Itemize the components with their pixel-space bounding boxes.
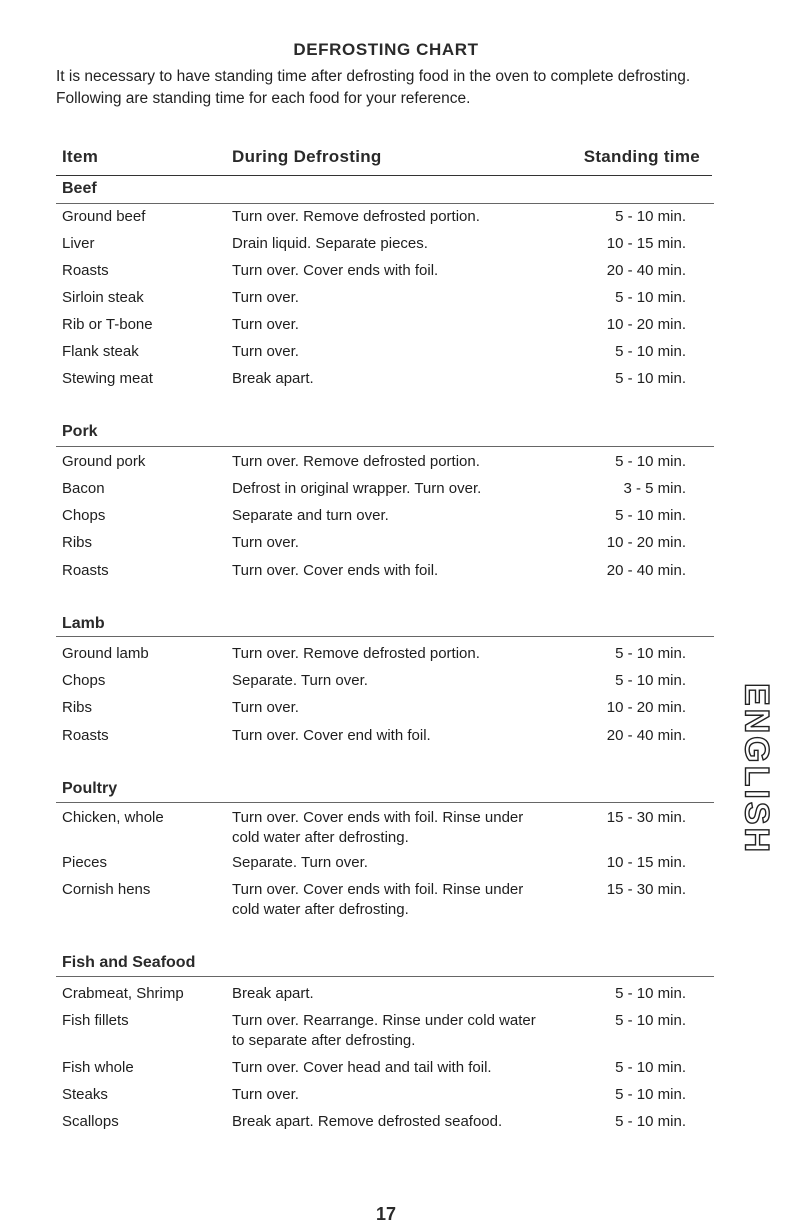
- table-cell-during: Turn over. Cover ends with foil.: [232, 562, 439, 579]
- section-rule: [56, 446, 714, 447]
- table-cell-item: Bacon: [62, 480, 105, 497]
- table-cell-item: Ground lamb: [62, 645, 149, 662]
- table-cell-item: Rib or T-bone: [62, 316, 153, 333]
- section-title: Pork: [62, 423, 98, 440]
- table-cell-during: Separate and turn over.: [232, 507, 389, 524]
- language-side-tab: [737, 676, 776, 862]
- column-header-item: Item: [62, 147, 99, 166]
- table-cell-during: Turn over.: [232, 316, 299, 333]
- table-cell-standing: 20 - 40 min.: [606, 262, 686, 279]
- table-cell-item: Pieces: [62, 854, 108, 871]
- table-cell-item: Liver: [62, 235, 95, 252]
- table-cell-item: Fish whole: [62, 1059, 134, 1076]
- column-header-during: During Defrosting: [232, 147, 382, 166]
- section-rule: [56, 203, 714, 204]
- side-tab-label: ENGLISH: [737, 682, 776, 856]
- table-cell-standing: 5 - 10 min.: [615, 985, 686, 1002]
- table-cell-standing: 10 - 15 min.: [606, 854, 686, 871]
- column-header-standing: Standing time: [583, 147, 700, 166]
- table-cell-standing: 5 - 10 min.: [615, 289, 686, 306]
- table-cell-standing: 10 - 20 min.: [606, 534, 686, 551]
- table-cell-item: Ground beef: [62, 208, 146, 225]
- table-cell-item: Cornish hens: [62, 881, 151, 898]
- section-title: Lamb: [62, 615, 105, 632]
- table-cell-standing: 5 - 10 min.: [615, 1086, 686, 1103]
- table-cell-during: Turn over.: [232, 289, 299, 306]
- table-cell-during: Turn over. Cover ends with foil. Rinse under cold water after defrosting.: [232, 809, 524, 846]
- table-cell-standing: 5 - 10 min.: [615, 1012, 686, 1029]
- table-cell-item: Flank steak: [62, 343, 139, 360]
- table-cell-during: Turn over. Cover ends with foil. Rinse under cold water after defrosting.: [232, 881, 524, 918]
- table-cell-standing: 5 - 10 min.: [615, 1113, 686, 1130]
- table-cell-standing: 5 - 10 min.: [615, 507, 686, 524]
- section-rule: [56, 976, 714, 977]
- table-cell-item: Fish fillets: [62, 1012, 129, 1029]
- table-cell-standing: 5 - 10 min.: [615, 672, 686, 689]
- table-cell-item: Ribs: [62, 534, 93, 551]
- table-cell-during: Separate. Turn over.: [232, 854, 368, 871]
- table-cell-item: Scallops: [62, 1113, 119, 1130]
- table-cell-standing: 5 - 10 min.: [615, 208, 686, 225]
- table-cell-item: Roasts: [62, 562, 109, 579]
- table-cell-during: Turn over. Remove defrosted portion.: [232, 645, 480, 662]
- table-cell-during: Turn over.: [232, 1086, 299, 1103]
- section-title: Fish and Seafood: [62, 954, 196, 971]
- table-cell-standing: 5 - 10 min.: [615, 453, 686, 470]
- section-rule: [56, 636, 714, 637]
- table-cell-standing: 5 - 10 min.: [615, 645, 686, 662]
- table-cell-during: Break apart. Remove defrosted seafood.: [232, 1113, 503, 1130]
- table-cell-standing: 10 - 20 min.: [606, 699, 686, 716]
- section-title: Beef: [62, 180, 97, 197]
- table-cell-during: Turn over. Cover head and tail with foil.: [232, 1059, 492, 1076]
- table-cell-standing: 10 - 20 min.: [606, 316, 686, 333]
- page-number: 17: [375, 1204, 397, 1224]
- table-cell-during: Turn over.: [232, 699, 299, 716]
- table-cell-during: Turn over. Remove defrosted portion.: [232, 208, 480, 225]
- table-cell-during: Turn over.: [232, 534, 299, 551]
- table-cell-during: Turn over. Cover ends with foil.: [232, 262, 439, 279]
- table-cell-during: Turn over.: [232, 343, 299, 360]
- table-cell-during: Turn over. Rearrange. Rinse under cold water to separate after defrosting.: [232, 1012, 536, 1049]
- table-cell-item: Chops: [62, 507, 106, 524]
- table-cell-standing: 20 - 40 min.: [606, 727, 686, 744]
- intro-paragraph: It is necessary to have standing time after defrosting food in the oven to complete defrosting. Following are standing time for each food for your reference.: [56, 68, 691, 107]
- page-title: DEFROSTING CHART: [293, 40, 479, 59]
- table-cell-item: Ribs: [62, 699, 93, 716]
- table-cell-during: Turn over. Remove defrosted portion.: [232, 453, 480, 470]
- table-cell-during: Separate. Turn over.: [232, 672, 368, 689]
- table-cell-standing: 3 - 5 min.: [623, 480, 686, 497]
- table-cell-during: Defrost in original wrapper. Turn over.: [232, 480, 482, 497]
- table-cell-item: Chicken, whole: [62, 809, 164, 826]
- table-cell-item: Ground pork: [62, 453, 146, 470]
- table-cell-item: Stewing meat: [62, 370, 153, 387]
- section-title: Poultry: [62, 780, 118, 797]
- table-cell-standing: 5 - 10 min.: [615, 370, 686, 387]
- table-cell-item: Sirloin steak: [62, 289, 144, 306]
- table-cell-item: Roasts: [62, 727, 109, 744]
- table-cell-during: Turn over. Cover end with foil.: [232, 727, 431, 744]
- table-cell-standing: 20 - 40 min.: [606, 562, 686, 579]
- table-cell-during: Drain liquid. Separate pieces.: [232, 235, 428, 252]
- section-rule: [56, 802, 714, 803]
- table-cell-standing: 5 - 10 min.: [615, 343, 686, 360]
- table-cell-standing: 5 - 10 min.: [615, 1059, 686, 1076]
- table-cell-item: Crabmeat, Shrimp: [62, 985, 184, 1002]
- table-cell-during: Break apart.: [232, 985, 314, 1002]
- table-cell-during: Break apart.: [232, 370, 314, 387]
- table-cell-item: Chops: [62, 672, 106, 689]
- table-cell-standing: 15 - 30 min.: [606, 809, 686, 826]
- table-cell-item: Steaks: [62, 1086, 108, 1103]
- header-rule: [56, 175, 712, 176]
- table-cell-item: Roasts: [62, 262, 109, 279]
- table-cell-standing: 10 - 15 min.: [606, 235, 686, 252]
- table-cell-standing: 15 - 30 min.: [606, 881, 686, 898]
